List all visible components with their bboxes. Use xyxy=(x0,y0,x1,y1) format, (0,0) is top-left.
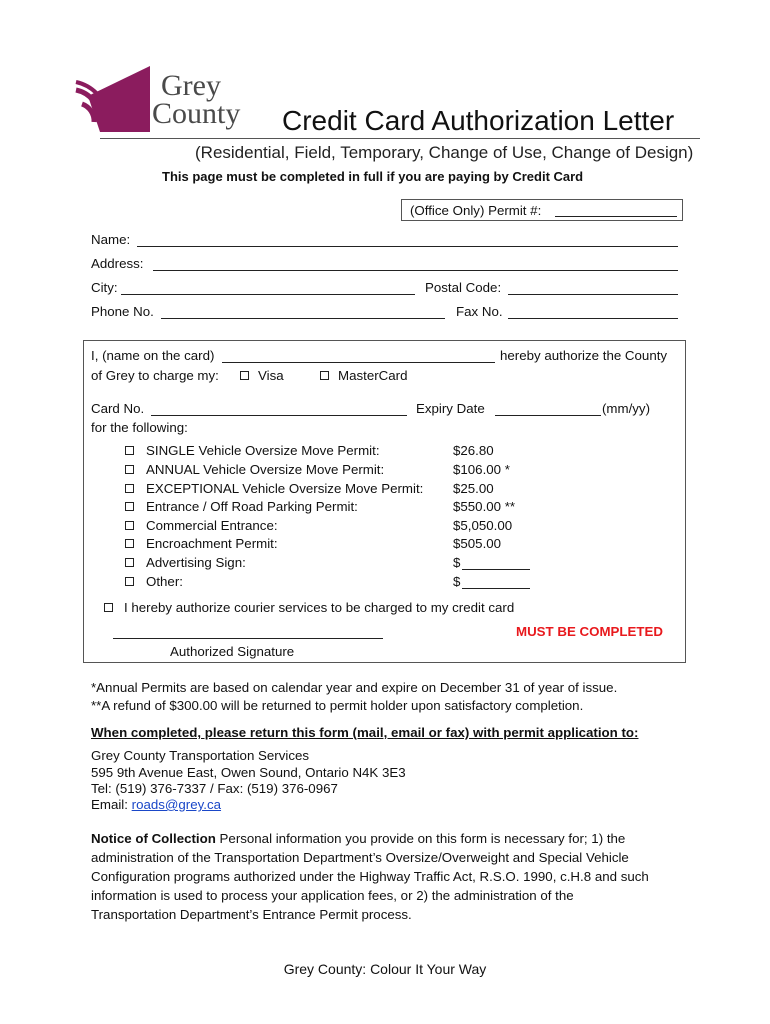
for-following-label: for the following: xyxy=(91,420,188,435)
email-link[interactable]: roads@grey.ca xyxy=(131,797,222,812)
permit-amount: $25.00 xyxy=(453,481,494,496)
logo-text-grey: Grey xyxy=(161,69,221,102)
permit-checkbox-commercial[interactable] xyxy=(125,521,134,530)
visa-label: Visa xyxy=(258,368,284,383)
permit-amount: $106.00 * xyxy=(453,462,510,477)
footer-tagline: Grey County: Colour It Your Way xyxy=(283,961,487,977)
city-label: City: xyxy=(91,280,118,295)
permit-checkbox-single[interactable] xyxy=(125,446,134,455)
permit-amount: $550.00 ** xyxy=(453,499,516,514)
email-label: Email: xyxy=(91,797,132,812)
permit-label: Entrance / Off Road Parking Permit: xyxy=(146,499,358,514)
expiry-label: Expiry Date xyxy=(416,401,485,416)
card-number-label: Card No. xyxy=(91,401,145,416)
logo-text-county: County xyxy=(152,97,241,130)
expiry-field[interactable] xyxy=(495,415,601,416)
notice-line-4: information is used to process your application fees, or 2) the administration of the xyxy=(91,888,574,903)
permit-amount: $ xyxy=(453,574,461,589)
fax-label: Fax No. xyxy=(456,304,503,319)
permit-label: ANNUAL Vehicle Oversize Move Permit: xyxy=(146,462,385,477)
postal-code-label: Postal Code: xyxy=(425,280,502,295)
expiry-format: (mm/yy) xyxy=(602,401,650,416)
signature-field[interactable] xyxy=(113,638,383,639)
cardholder-intro: I, (name on the card) xyxy=(91,348,215,363)
address-label: Address: xyxy=(91,256,144,271)
annual-permit-note: *Annual Permits are based on calendar year and expire on December 31 of year of issue. xyxy=(91,680,618,695)
page-title: Credit Card Authorization Letter xyxy=(282,105,675,136)
mastercard-label: MasterCard xyxy=(338,368,408,383)
page-subtitle: (Residential, Field, Temporary, Change of Use, Change of Design) xyxy=(195,143,694,162)
permit-label: Encroachment Permit: xyxy=(146,536,278,551)
name-field[interactable] xyxy=(137,246,678,247)
permit-checkbox-entrance[interactable] xyxy=(125,502,134,511)
notice-heading: Notice of Collection xyxy=(91,831,216,846)
must-be-completed-text: MUST BE COMPLETED xyxy=(516,624,664,639)
phone-field[interactable] xyxy=(161,318,445,319)
permit-label: SINGLE Vehicle Oversize Move Permit: xyxy=(146,443,380,458)
permit-checkbox-exceptional[interactable] xyxy=(125,484,134,493)
permit-checkbox-advertising[interactable] xyxy=(125,558,134,567)
permit-label: Commercial Entrance: xyxy=(146,518,278,533)
signature-label: Authorized Signature xyxy=(170,644,295,659)
permit-checkbox-annual[interactable] xyxy=(125,465,134,474)
refund-note: **A refund of $300.00 will be returned to permit holder upon satisfactory completion. xyxy=(91,698,584,713)
phone-label: Phone No. xyxy=(91,304,154,319)
instruction-text: This page must be completed in full if you are paying by Credit Card xyxy=(162,169,584,184)
permit-label: EXCEPTIONAL Vehicle Oversize Move Permit: xyxy=(146,481,424,496)
return-address: 595 9th Avenue East, Owen Sound, Ontario N4K 3E3 xyxy=(91,765,406,780)
courier-checkbox[interactable] xyxy=(104,603,113,612)
office-permit-label: (Office Only) Permit #: xyxy=(410,203,542,218)
card-number-field[interactable] xyxy=(151,415,407,416)
return-phone-fax: Tel: (519) 376-7337 / Fax: (519) 376-0967 xyxy=(91,781,338,796)
cardholder-name-field[interactable] xyxy=(222,362,495,363)
permit-label: Other: xyxy=(146,574,183,589)
permit-checkbox-encroachment[interactable] xyxy=(125,539,134,548)
permit-checkbox-other[interactable] xyxy=(125,577,134,586)
permit-label: Advertising Sign: xyxy=(146,555,246,570)
notice-line-2: administration of the Transportation Department’s Oversize/Overweight and Special Vehicle xyxy=(91,850,629,865)
return-heading: When completed, please return this form (mail, email or fax) with permit application to: xyxy=(91,725,639,740)
grey-county-logo-mark xyxy=(70,64,150,132)
advertising-amount-field[interactable] xyxy=(462,569,530,570)
fax-field[interactable] xyxy=(508,318,678,319)
notice-text: Personal information you provide on this form is necessary for; 1) the xyxy=(215,831,626,846)
authorize-county-text: hereby authorize the County xyxy=(500,348,668,363)
permit-amount: $5,050.00 xyxy=(453,518,513,533)
header-divider xyxy=(100,138,700,139)
mastercard-checkbox[interactable] xyxy=(320,371,329,380)
name-label: Name: xyxy=(91,232,131,247)
return-org: Grey County Transportation Services xyxy=(91,748,310,763)
permit-amount: $505.00 xyxy=(453,536,502,551)
notice-line-3: Configuration programs authorized under the Highway Traffic Act, R.S.O. 1990, c.H.8 and such xyxy=(91,869,649,884)
notice-line-1 xyxy=(91,831,625,847)
office-permit-field[interactable] xyxy=(555,216,677,217)
return-email-line xyxy=(91,797,221,813)
visa-checkbox[interactable] xyxy=(240,371,249,380)
charge-label: of Grey to charge my: xyxy=(91,368,219,383)
permit-amount: $26.80 xyxy=(453,443,494,458)
other-amount-field[interactable] xyxy=(462,588,530,589)
city-field[interactable] xyxy=(121,294,415,295)
permit-amount: $ xyxy=(453,555,461,570)
courier-authorization-text: I hereby authorize courier services to be charged to my credit card xyxy=(124,600,515,615)
postal-code-field[interactable] xyxy=(508,294,678,295)
notice-line-5: Transportation Department’s Entrance Permit process. xyxy=(91,907,412,922)
address-field[interactable] xyxy=(153,270,678,271)
